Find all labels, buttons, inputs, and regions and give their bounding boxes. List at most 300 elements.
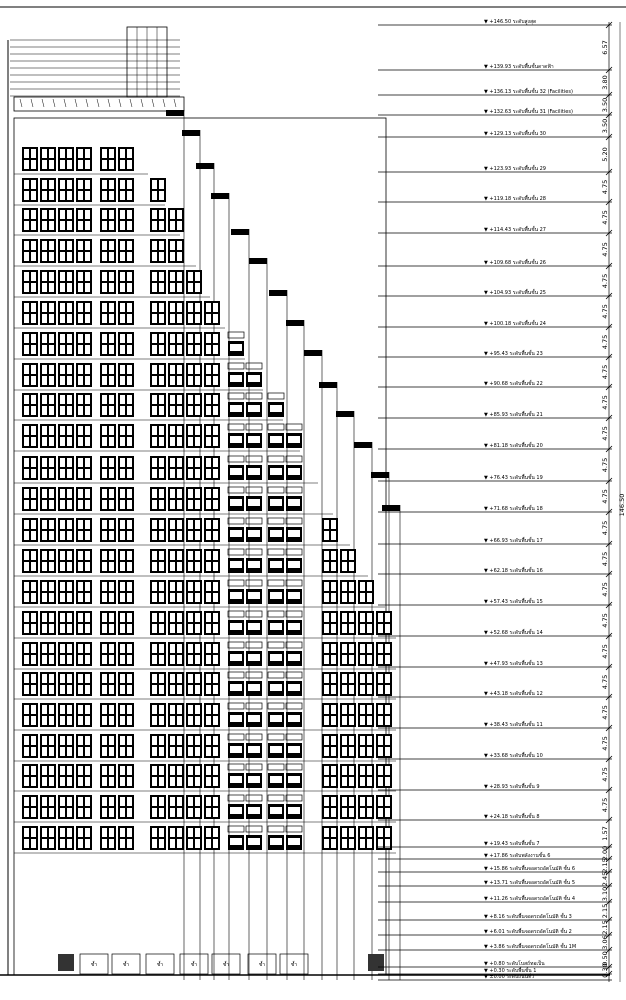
window-glass	[60, 365, 65, 374]
window-glass	[288, 468, 300, 475]
window-bay	[186, 363, 202, 387]
window-glass	[60, 252, 65, 261]
window-glass	[31, 221, 36, 230]
window-glass	[213, 797, 218, 806]
window-bay	[76, 580, 92, 604]
window-bay	[358, 795, 374, 819]
window-bay	[228, 332, 244, 356]
window-glass	[109, 531, 114, 540]
dimension-value: 1.57	[601, 826, 609, 841]
window-bay	[76, 734, 92, 758]
window-glass	[206, 839, 211, 848]
window-glass	[270, 592, 282, 599]
window-glass	[177, 489, 182, 498]
window-glass	[49, 531, 54, 540]
window-glass	[49, 551, 54, 560]
window-glass	[152, 747, 157, 756]
window-glass	[170, 613, 175, 622]
window-glass	[170, 334, 175, 343]
window-glass	[159, 551, 164, 560]
window-bay	[40, 208, 56, 232]
dimension-value: 0.30	[601, 963, 609, 978]
window-glass	[109, 797, 114, 806]
terrace-slab	[211, 193, 229, 199]
window-glass	[206, 520, 211, 529]
window-bay	[286, 795, 302, 819]
balcony-rail	[268, 734, 284, 740]
window-bay	[58, 393, 74, 417]
window-glass	[152, 469, 157, 478]
window-glass	[60, 582, 65, 591]
window-glass	[170, 808, 175, 817]
window-glass	[127, 180, 132, 189]
dimension-value: 4.75	[601, 520, 609, 536]
window-glass	[188, 705, 193, 714]
window-glass	[188, 406, 193, 415]
window-bay	[322, 826, 338, 850]
window-glass	[24, 334, 29, 343]
window-glass	[213, 766, 218, 775]
window-glass	[109, 613, 114, 622]
window-glass	[349, 736, 354, 745]
window-glass	[24, 747, 29, 756]
window-glass	[324, 551, 329, 560]
window-bay	[268, 703, 284, 727]
window-glass	[102, 180, 107, 189]
window-glass	[385, 716, 390, 725]
window-glass	[109, 458, 114, 467]
window-glass	[324, 685, 329, 694]
window-glass	[188, 303, 193, 312]
window-glass	[213, 426, 218, 435]
window-glass	[152, 613, 157, 622]
window-glass	[177, 406, 182, 415]
window-glass	[60, 685, 65, 694]
window-glass	[67, 458, 72, 467]
window-bay	[376, 611, 392, 635]
window-glass	[270, 623, 282, 630]
window-glass	[49, 334, 54, 343]
window-glass	[378, 766, 383, 775]
window-glass	[206, 716, 211, 725]
window-glass	[195, 685, 200, 694]
window-bay	[118, 487, 134, 511]
window-glass	[24, 406, 29, 415]
window-glass	[195, 593, 200, 602]
window-glass	[120, 808, 125, 817]
window-glass	[78, 705, 83, 714]
window-glass	[385, 624, 390, 633]
window-bay	[76, 456, 92, 480]
window-glass	[60, 644, 65, 653]
window-bay	[40, 178, 56, 202]
level-label: ▼ +119.18 ระดับพื้นชั้น 28	[484, 196, 546, 202]
window-bay	[150, 424, 166, 448]
window-glass	[102, 365, 107, 374]
window-glass	[213, 705, 218, 714]
window-bay	[150, 764, 166, 788]
window-glass	[324, 747, 329, 756]
level-label: ▼ +90.68 ระดับพื้นชั้น 22	[484, 381, 543, 387]
window-glass	[188, 593, 193, 602]
window-glass	[78, 777, 83, 786]
window-glass	[170, 562, 175, 571]
window-glass	[331, 674, 336, 683]
window-glass	[127, 303, 132, 312]
window-glass	[206, 582, 211, 591]
window-bay	[150, 580, 166, 604]
window-glass	[195, 376, 200, 385]
ground-panel-mark: ช้ำ	[290, 962, 298, 968]
window-glass	[213, 747, 218, 756]
window-bay	[358, 734, 374, 758]
window-glass	[367, 747, 372, 756]
window-glass	[49, 437, 54, 446]
window-glass	[109, 406, 114, 415]
balcony-rail	[246, 826, 262, 832]
window-glass	[85, 705, 90, 714]
window-glass	[195, 797, 200, 806]
window-glass	[248, 530, 260, 537]
window-glass	[331, 797, 336, 806]
balcony-rail	[228, 518, 244, 524]
window-glass	[195, 458, 200, 467]
window-glass	[152, 283, 157, 292]
window-bay	[168, 549, 184, 573]
window-glass	[127, 808, 132, 817]
window-glass	[270, 838, 282, 845]
balcony-rail	[286, 734, 302, 740]
terrace-slab	[182, 130, 200, 136]
window-bay	[204, 795, 220, 819]
window-glass	[49, 345, 54, 354]
window-glass	[109, 520, 114, 529]
level-label: ▼ +76.43 ระดับพื้นชั้น 19	[484, 475, 543, 481]
window-glass	[152, 839, 157, 848]
window-glass	[78, 365, 83, 374]
level-label: ▼ +136.13 ระดับพื้นชั้น 32 (Facilities)	[484, 89, 573, 95]
window-glass	[49, 797, 54, 806]
terrace-slab	[269, 290, 287, 296]
window-glass	[31, 582, 36, 591]
window-glass	[188, 531, 193, 540]
window-bay	[100, 363, 116, 387]
level-label: ▼ +114.43 ระดับพื้นชั้น 27	[484, 227, 546, 233]
ground-panel-mark: ช้ำ	[222, 962, 230, 968]
window-glass	[31, 777, 36, 786]
parapet-mark	[53, 99, 55, 107]
window-glass	[324, 531, 329, 540]
window-glass	[109, 716, 114, 725]
window-glass	[24, 674, 29, 683]
dimension-value: 4.75	[601, 674, 609, 690]
window-bay	[58, 672, 74, 696]
window-glass	[42, 747, 47, 756]
window-glass	[170, 489, 175, 498]
window-bay	[22, 826, 38, 850]
window-bay	[204, 332, 220, 356]
window-bay	[168, 424, 184, 448]
window-glass	[78, 839, 83, 848]
balcony-rail	[246, 764, 262, 770]
window-glass	[120, 221, 125, 230]
window-glass	[31, 593, 36, 602]
window-glass	[206, 766, 211, 775]
dimension-value: 3.50	[601, 118, 609, 134]
window-bay	[100, 734, 116, 758]
window-bay	[58, 611, 74, 635]
window-glass	[188, 797, 193, 806]
window-glass	[49, 716, 54, 725]
window-glass	[31, 685, 36, 694]
window-bay	[150, 239, 166, 263]
window-glass	[378, 705, 383, 714]
window-bay	[246, 642, 262, 666]
window-bay	[340, 580, 356, 604]
window-glass	[78, 376, 83, 385]
window-glass	[170, 437, 175, 446]
window-glass	[213, 562, 218, 571]
window-bay	[204, 456, 220, 480]
window-glass	[42, 376, 47, 385]
window-glass	[367, 644, 372, 653]
balcony-rail	[286, 487, 302, 493]
window-glass	[120, 593, 125, 602]
window-glass	[152, 191, 157, 200]
level-label: ▼ +13.71 ระดับพื้นจอดรถอัตโนมัติ ชั้น 5	[484, 880, 575, 886]
window-glass	[42, 593, 47, 602]
window-glass	[60, 210, 65, 219]
window-glass	[248, 746, 260, 753]
balcony-rail	[286, 456, 302, 462]
window-bay	[58, 703, 74, 727]
window-glass	[159, 685, 164, 694]
window-glass	[177, 376, 182, 385]
window-glass	[67, 797, 72, 806]
window-glass	[109, 624, 114, 633]
window-bay	[100, 672, 116, 696]
window-glass	[127, 613, 132, 622]
window-bay	[168, 734, 184, 758]
window-glass	[49, 644, 54, 653]
window-glass	[102, 520, 107, 529]
window-bay	[228, 734, 244, 758]
window-glass	[213, 469, 218, 478]
window-glass	[42, 458, 47, 467]
window-bay	[204, 393, 220, 417]
balcony-rail	[286, 764, 302, 770]
window-glass	[159, 808, 164, 817]
window-glass	[152, 210, 157, 219]
window-glass	[385, 766, 390, 775]
window-glass	[49, 685, 54, 694]
window-glass	[206, 551, 211, 560]
window-glass	[177, 221, 182, 230]
window-glass	[24, 551, 29, 560]
window-glass	[67, 221, 72, 230]
window-glass	[213, 365, 218, 374]
window-glass	[324, 777, 329, 786]
window-bay	[118, 393, 134, 417]
window-bay	[118, 580, 134, 604]
window-glass	[109, 426, 114, 435]
window-bay	[150, 518, 166, 542]
window-bay	[40, 393, 56, 417]
window-glass	[195, 283, 200, 292]
window-glass	[159, 562, 164, 571]
window-glass	[24, 469, 29, 478]
terrace-slab	[304, 350, 322, 356]
window-glass	[378, 808, 383, 817]
window-glass	[378, 736, 383, 745]
window-glass	[177, 283, 182, 292]
window-glass	[109, 685, 114, 694]
window-glass	[78, 551, 83, 560]
window-bay	[22, 393, 38, 417]
window-glass	[85, 210, 90, 219]
window-glass	[127, 334, 132, 343]
window-glass	[31, 716, 36, 725]
window-bay	[40, 795, 56, 819]
level-label: ▼ +71.68 ระดับพื้นชั้น 18	[484, 506, 543, 512]
level-label: ▼ +66.93 ระดับพื้นชั้น 17	[484, 538, 543, 544]
window-bay	[118, 270, 134, 294]
window-glass	[67, 160, 72, 169]
window-glass	[152, 582, 157, 591]
window-glass	[342, 593, 347, 602]
window-glass	[127, 582, 132, 591]
balcony-rail	[228, 672, 244, 678]
window-bay	[150, 301, 166, 325]
window-bay	[100, 518, 116, 542]
window-glass	[127, 624, 132, 633]
window-glass	[152, 303, 157, 312]
window-glass	[42, 314, 47, 323]
window-glass	[78, 221, 83, 230]
window-glass	[195, 365, 200, 374]
window-glass	[378, 716, 383, 725]
window-glass	[60, 469, 65, 478]
window-glass	[152, 624, 157, 633]
window-bay	[186, 642, 202, 666]
window-glass	[177, 520, 182, 529]
window-bay	[228, 549, 244, 573]
window-glass	[31, 149, 36, 158]
terrace-slab	[319, 382, 337, 388]
window-glass	[78, 655, 83, 664]
window-glass	[349, 674, 354, 683]
window-glass	[170, 500, 175, 509]
window-glass	[195, 624, 200, 633]
window-glass	[120, 365, 125, 374]
window-bay	[204, 301, 220, 325]
window-glass	[331, 531, 336, 540]
window-bay	[76, 301, 92, 325]
window-bay	[118, 363, 134, 387]
parapet-mark	[152, 99, 154, 107]
window-glass	[49, 406, 54, 415]
window-bay	[168, 301, 184, 325]
window-glass	[195, 520, 200, 529]
window-glass	[78, 736, 83, 745]
window-glass	[360, 685, 365, 694]
dimension-value: 4.75	[601, 644, 609, 659]
window-bay	[186, 487, 202, 511]
window-glass	[42, 210, 47, 219]
window-glass	[120, 458, 125, 467]
window-glass	[206, 531, 211, 540]
window-bay	[246, 456, 262, 480]
window-glass	[127, 736, 132, 745]
window-glass	[342, 705, 347, 714]
window-glass	[85, 808, 90, 817]
window-glass	[367, 828, 372, 837]
window-glass	[60, 674, 65, 683]
window-glass	[188, 624, 193, 633]
window-bay	[322, 672, 338, 696]
window-glass	[206, 469, 211, 478]
window-bay	[76, 147, 92, 171]
window-glass	[60, 314, 65, 323]
window-glass	[109, 655, 114, 664]
window-glass	[195, 716, 200, 725]
window-bay	[40, 642, 56, 666]
window-glass	[248, 499, 260, 506]
window-glass	[206, 705, 211, 714]
level-label: ▼ +11.26 ระดับพื้นจอดรถอัตโนมัติ ชั้น 4	[484, 896, 575, 902]
window-bay	[22, 703, 38, 727]
window-glass	[42, 272, 47, 281]
window-glass	[288, 623, 300, 630]
window-glass	[248, 375, 260, 382]
window-glass	[24, 303, 29, 312]
window-glass	[109, 593, 114, 602]
window-glass	[102, 303, 107, 312]
window-glass	[120, 395, 125, 404]
window-glass	[60, 562, 65, 571]
window-glass	[127, 685, 132, 694]
balcony-rail	[286, 424, 302, 430]
window-bay	[358, 764, 374, 788]
window-glass	[78, 593, 83, 602]
window-bay	[22, 270, 38, 294]
window-glass	[31, 655, 36, 664]
window-glass	[213, 520, 218, 529]
window-glass	[120, 613, 125, 622]
window-glass	[177, 582, 182, 591]
balcony-rail	[268, 672, 284, 678]
window-glass	[67, 613, 72, 622]
level-label: ▼ +139.93 ระดับพื้นชั้นดาดฟ้า	[484, 64, 554, 70]
window-glass	[127, 655, 132, 664]
window-bay	[58, 549, 74, 573]
window-glass	[213, 777, 218, 786]
window-glass	[42, 531, 47, 540]
window-bay	[286, 580, 302, 604]
window-glass	[42, 252, 47, 261]
window-glass	[24, 593, 29, 602]
window-glass	[159, 520, 164, 529]
window-bay	[118, 332, 134, 356]
window-glass	[42, 191, 47, 200]
window-glass	[378, 797, 383, 806]
window-glass	[159, 469, 164, 478]
window-glass	[331, 624, 336, 633]
window-glass	[385, 674, 390, 683]
window-glass	[152, 828, 157, 837]
window-glass	[109, 303, 114, 312]
window-glass	[85, 624, 90, 633]
